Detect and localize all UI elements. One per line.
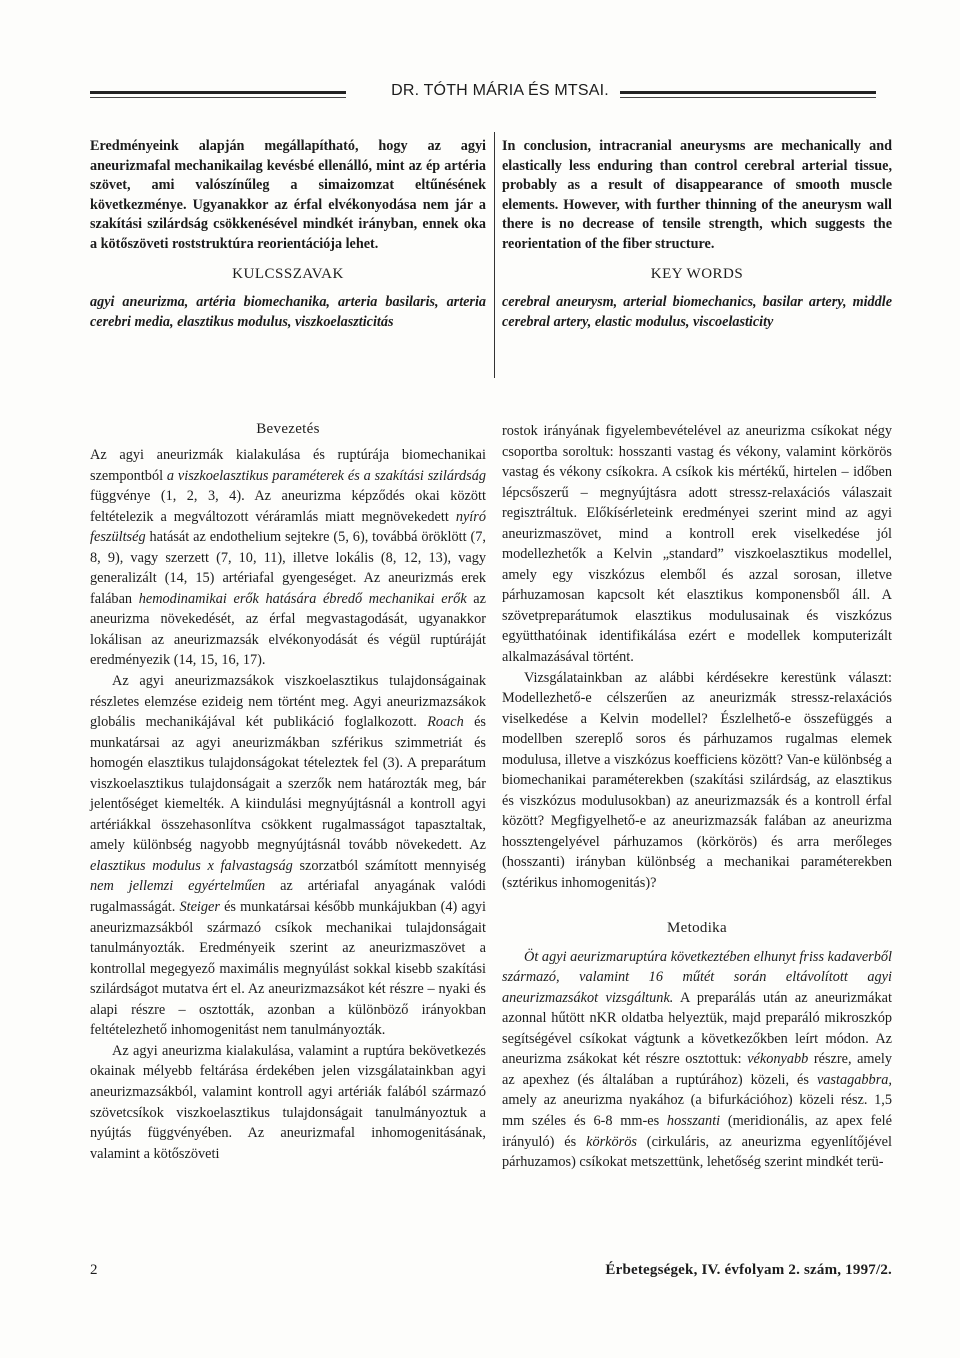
text-run: szorzatból számított mennyiség	[292, 857, 487, 874]
text-run: és munkatársai később munkájukban (4) agyi aneurizmazsákból származó csíkok mechanikai tulajdonságait tanulmányozták. Eredményeik szerint az aneurizmaszövet a kontrollal megegyező maximális megnyúlást sokkal kisebb szakítási szilárdságot mutatva ért el. Az aneurizmazsákot két részre – nyaki és alapi részre – osztották, azonban a különböző irányokban feltételezhető inhomogenitást nem tanulmányozták.	[90, 899, 486, 1039]
running-head: DR. TÓTH MÁRIA ÉS MTSAI.	[391, 82, 609, 99]
abstract-hungarian: Eredményeink alapján megállapítható, hogy az agyi aneurizmafal mechanikailag kevésbé ellenálló, mint az ép artéria szövet, ami valószínűleg a simaizomzat eltűnésének következménye. Ugyanakkor az érfal elvékonyodása nem jár a szakítási szilárdság csökkenésével mindkét irányban, ennek oka a kötőszöveti roststruktúra reorientációja lehet.	[90, 138, 486, 252]
text-run: (cirkuláris, az aneurizma egyenlítőjével párhuzamos) csíkokat metszettünk, lehetőség szerint mindkét terü-	[502, 1133, 892, 1171]
keywords-heading-hu: KULCSSZAVAK	[232, 266, 344, 282]
abstract-hungarian-block	[90, 137, 486, 332]
text-run: (meridionális, az apex felé irányuló) és	[502, 1112, 892, 1150]
paragraph-questions: Vizsgálatainkban az alábbi kérdésekre kerestünk választ: Modellezhető-e célszerűen az aneurizmák stressz-relaxációs viselkedése a Kelvin modellel? Észlelhető-e összefüggés a modellben szereplő soros és párhuzamos rugalmas elemek modulusa, illetve a viszkózus koefficiens között? Van-e különbség a biomechanikai paraméterekben (szakítási szilárdság, az elasztikus és viszkózus modulusokban) az aneurizmazsák és a kontroll érfal között? Megfigyelhető-e az aneurizmazsák falában az aneurizma hossztengelyével párhuzamos (körkörös) és arra merőleges (hosszanti) irányban különbség a mechanikai paraméterekben (sztérikus inhomogenitás)?	[502, 669, 892, 892]
journal-citation: Érbetegségek, IV. évfolyam 2. szám, 1997/2.	[605, 1262, 892, 1278]
abstract-english: In conclusion, intracranial aneurysms are mechanically and elastically less enduring than control cerebral arterial tissue, probably as a result of disappearance of smooth muscle elements. However, with further thinning of the aneurysm wall there is no decrease of tensile strength, which suggests the reorientation of the fiber structure.	[502, 138, 892, 252]
emphasis-text: a viszkoelasztikus paraméterek és a szakítási szilárdság	[166, 467, 487, 484]
paragraph-methods	[502, 947, 892, 1173]
emphasis-text: vastagabbra,	[816, 1071, 892, 1088]
emphasis-text: hemodinamikai erők hatására ébredő mechanikai erők	[138, 590, 467, 607]
paragraph-continuation: rostok irányának figyelembevételével az aneurizma csíkokat négy csoportba soroltuk: hosszanti vastag és vékony, valamint körkörös vastag és vékony csíkokra. A csíkok kis mértékű, hirtelen – időben lépcsőszerű – megnyújtásra adott stressz-relaxációs válaszait regisztráltuk. Előkísérleteink eredményei szerint mind az agyi aneurizmaszövet, mind a kontroll erek viselkedése jól modellezhetők a Kelvin „standard” viszkoelasztikus modellel, amely egy viszkózus elemből és azzal sorosan, illetve párhuzamosan kapcsolt két elasztikus komponensből áll. A szövetpreparátumok elasztikus modulusainak és viszkózus együtthatóinak identifikálása ezért e modellek komputerizált alkalmazásával történt.	[502, 423, 892, 666]
text-run: az aneurizma növekedését, az érfal megvastagodását, ugyanakkor lokálisan az aneurizmazsák elvékonyodását és végül ruptúráját eredményezik (14, 15, 16, 17).	[90, 590, 486, 669]
header-rule-left	[90, 91, 346, 94]
text-run: részre, amely az apexhez (és általában a ruptúrához) közeli, és	[502, 1051, 893, 1088]
abstract-english-block	[502, 137, 892, 332]
keywords-heading-en: KEY WORDS	[650, 266, 744, 282]
emphasis-text: nem jellemzi egyértelműen	[90, 878, 266, 895]
text-run: Az agyi aneurizmák kialakulása és ruptúrája biomechanikai szempontból	[90, 447, 486, 484]
author-name: Roach	[427, 714, 464, 731]
text-run: amely az aneurizma nyakához (a bifurkációhoz) közeli rész. 1,5 mm széles és 6-8 mm-es	[502, 1092, 892, 1129]
header-rule-right	[620, 91, 876, 94]
text-run: A preparálás után az aneurizmákat azonnal hűtött nKR oldatba helyeztük, majd preparáló mikroszkóp segítségével csíkokat vágtunk a következőkben leírt módon. Az aneurizma zsákokat két részre osztottuk:	[502, 989, 892, 1068]
text-run: hatását az endothelium sejtekre (5, 6), továbbá öröklött (7, 8, 9), vagy szerzett (7, 10, 11), illetve lokális (8, 12, 13), vagy generalizált (14, 15) artériafal gyengeséget. Az aneurizmás erek falában	[90, 529, 486, 607]
text-run: függvénye (1, 2, 3, 4). Az aneurizma képződés okai között feltételezik a megváltozott véráramlás miatt megnövekedett	[90, 488, 486, 525]
emphasis-text: elasztikus modulus x falvastagság	[90, 857, 293, 874]
text-run: az artériafal anyagának valódi rugalmasságát.	[90, 878, 486, 916]
column-divider	[494, 132, 495, 378]
section-heading-metodika: Metodika	[667, 919, 727, 936]
emphasis-text: körkörös	[586, 1133, 637, 1150]
body-right-column	[502, 421, 892, 1173]
body-left-column	[90, 421, 486, 1164]
paragraph-intro-2	[90, 671, 486, 1041]
page-number: 2	[90, 1262, 98, 1278]
keywords-hu: agyi aneurizma, artéria biomechanika, arteria basilaris, arteria cerebri media, elasztikus modulus, viszkoelaszticitás	[90, 294, 486, 330]
emphasis-text: Öt agyi aeurizmaruptúra következtében elhunyt friss kadaverből származó, valamint 16 műtét során eltávolított agyi aneurizmazsákot vizsgáltunk.	[502, 948, 892, 1006]
emphasis-text: vékonyabb	[747, 1051, 809, 1068]
keywords-en: cerebral aneurysm, arterial biomechanics, basilar artery, middle cerebral artery, elastic modulus, viscoelasticity	[502, 294, 892, 330]
author-name: Steiger	[179, 899, 220, 916]
text-run: Az agyi aneurizmazsákok viszkoelasztikus tulajdonságainak részletes elemzése ezideig nem történt meg. Agyi aneurizmazsákok globális mechanikájával két publikáció foglalkozott.	[90, 673, 486, 731]
text-run: és munkatársai az agyi aneurizmákban szférikus szimmetriát és homogén elasztikus tulajdonságokat tételeztek fel (3). A preparátum viszkoelasztikus tulajdonságait a szerzők nem határozták meg, bár jelentőséget kiemelték. A kiindulási megnyújtásnál a kontroll agyi artériákkal összehasonlítva csökkent rugalmasságot tapasztaltak, amely különbség nagyobb megnyújtásnál tovább növekedett. Az	[90, 714, 486, 854]
section-heading-bevezetes: Bevezetés	[256, 421, 320, 437]
emphasis-text: hosszanti	[666, 1112, 721, 1129]
paragraph-intro-3: Az agyi aneurizma kialakulása, valamint a ruptúra bekövetkezés okainak mélyebb feltárása érdekében jelen vizsgálatainkban agyi aneurizmazsákból, valamint kontroll agyi artériák falából származó szövetcsíkok viszkoelasztikus tulajdonságait tanulmányoztuk a nyújtás függvényében. Az aneurizmafal inhomogenitásának, valamint a kötőszöveti	[90, 1042, 486, 1162]
paragraph-intro-1	[90, 445, 486, 671]
emphasis-text: nyíró feszültség	[90, 508, 486, 546]
